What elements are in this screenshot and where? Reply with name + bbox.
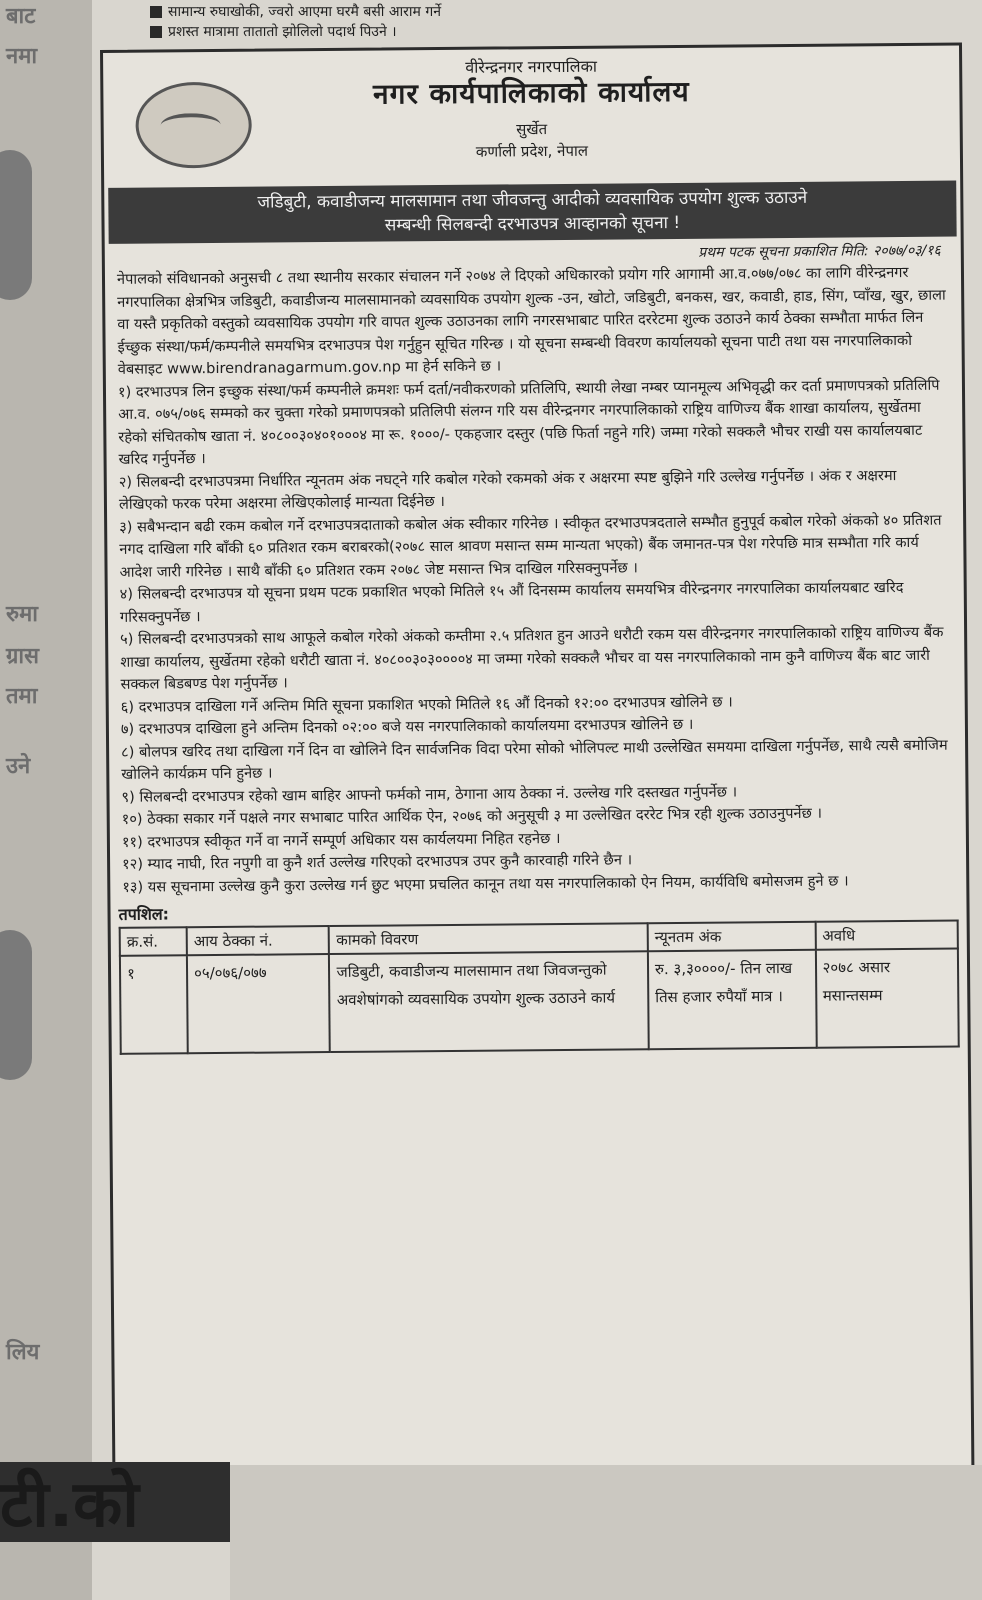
previous-notice-bullets	[150, 2, 710, 42]
adjacent-headline-fragment: टी.को	[0, 1468, 139, 1542]
clause: २) सिलबन्दी दरभाउपत्रमा निर्धारित न्यूनतम अंक नघट्ने गरि कबोल गरेको रकमको अंक र अक्षरमा स्पष्ट बुझिने गरि उल्लेख गर्नुपर्नेछ । अंक र अक्षरमा लेखिएको फरक परेमा अक्षरमा लेखिएकोलाई मान्यता दिईनेछ ।	[118, 466, 897, 513]
adjacent-newspaper-column	[0, 0, 92, 1600]
tender-notice	[100, 42, 975, 1489]
adjacent-text-fragment: बाट	[6, 4, 36, 29]
clause: ८) बोलपत्र खरिद तथा दाखिला गर्ने दिन वा खोलिने दिन सार्वजनिक विदा परेमा सोको भोलिपल्ट माथी उल्लेखित समयमा दाखिला गर्नुपर्नेछ, साथै त्यसै बमोजिम खोलिने कार्यक्रम पनि हुनेछ ।	[121, 736, 948, 783]
clause: ६) दरभाउपत्र दाखिला गर्ने अन्तिम मिति सूचना प्रकाशित भएको मितिले १६ औं दिनको १२:०० दरभाउपत्र खोलिने छ ।	[120, 693, 733, 716]
bullet-item: प्रशस्त मात्रामा तातातो झोलिलो पदार्थ पिउने ।	[150, 22, 710, 42]
adjacent-text-fragment: ग्रास	[6, 644, 39, 669]
city-name: सुर्खेत	[516, 120, 548, 139]
cell-period: २०७८ असार मसान्तसम्म	[815, 949, 958, 1048]
clause: ५) सिलबन्दी दरभाउपत्रको साथ आफूले कबोल गरेको अंकको कम्तीमा २.५ प्रतिशत हुन आउने धरौटी रकम यस वीरेन्द्रनगर नगरपालिकाको राष्ट्रिय वाणिज्य बैंक शाखा कार्यालय, सुर्खेतमा रहेको धरौटी खाता नं. ४०८००३०३००००४ मा जम्मा गरेको सक्कलै भौचर वा यस नगरपालिकाको नाम कुनै वाणिज्य बैंक बाट जारी सक्कल बिडबण्ड पेश गर्नुपर्नेछ ।	[120, 623, 944, 693]
cell-description: जडिबुटी, कवाडीजन्य मालसामान तथा जिवजन्तुको अवशेषांगको व्यवसायिक उपयोग शुल्क उठाउने कार्य	[329, 951, 648, 1052]
clause: १०) ठेक्का सकार गर्ने पक्षले नगर सभाबाट पारित आर्थिक ऐन, २०७६ को अनुसूची ३ मा उल्लेखित दररेट भित्र रही शुल्क उठाउनुपर्नेछ ।	[121, 804, 823, 828]
shadow-shape	[0, 150, 32, 300]
shadow-shape	[0, 930, 32, 1080]
adjacent-text-fragment: उने	[6, 754, 31, 779]
notice-banner	[108, 181, 956, 244]
province-name: कर्णाली प्रदेश, नेपाल	[475, 141, 589, 161]
column-header-description: कामको विवरण	[329, 923, 648, 954]
clause: ११) दरभाउपत्र स्वीकृत गर्ने वा नगर्ने सम्पूर्ण अधिकार यस कार्यलयमा निहित रहनेछ ।	[121, 829, 561, 851]
clause: ९) सिलबन्दी दरभाउपत्र रहेको खाम बाहिर आफ्नो फर्मको नाम, ठेगाना आय ठेक्का नं. उल्लेख गरि दस्तखत गर्नुपर्नेछ ।	[121, 782, 738, 806]
municipality-name: वीरेन्द्रनगर नगरपालिका	[465, 56, 598, 77]
details-title: तपशिल:	[118, 904, 170, 924]
details-section	[110, 891, 967, 1054]
notice-body	[105, 261, 966, 898]
clause: १३) यस सूचनामा उल्लेख कुनै कुरा उल्लेख गर्न छुट भएमा प्रचलित कानून तथा यस नगरपालिकाको ऐन नियम, कार्यविधि बमोसजम हुने छ ।	[122, 871, 849, 896]
column-header-contract-no: आय ठेक्का नं.	[187, 926, 330, 955]
column-header-period: अवधि	[815, 921, 958, 950]
adjacent-text-fragment: नमा	[6, 44, 38, 69]
cell-sn: १	[120, 955, 188, 1054]
clause: १) दरभाउपत्र लिन इच्छुक संस्था/फर्म कम्पनीले क्रमशः फर्म दर्ता/नवीकरणको प्रतिलिपि, स्थायी लेखा नम्बर प्यानमूल्य अभिवृद्धी कर दर्ता प्रमाणपत्रको प्रतिलिपि आ.व. ०७५/०७६ सम्मको कर चुक्ता गरेको प्रमाणपत्रको प्रतिलिपी संलग्न गरि यस वीरेन्द्रनगर नगरपालिकाको राष्ट्रिय वाणिज्य बैंक शाखा कार्यालय, सुर्खेतमा रहेको संचितकोष खाता नं. ४०८००३०४०१०००४ मा रू. १०००/- एकहजार दस्तुर (पछि फिर्ता नहुने गरि) जम्मा गरेको सक्कलै भौचर राखी यस कार्यालयबाट खरिद गर्नुपर्नेछ ।	[117, 376, 940, 468]
bullet-square-icon	[150, 6, 162, 18]
clause: १२) म्याद नाघी, रित नपुगी वा कुनै शर्त उल्लेख गरिएको दरभाउपत्र उपर कुनै कारवाही गरिने छैन ।	[122, 851, 633, 873]
bullet-square-icon	[150, 26, 162, 38]
bullet-item: सामान्य रुघाखोकी, ज्वरो आएमा घरमै बसी आराम गर्ने	[150, 2, 710, 22]
notice-header	[103, 46, 960, 188]
clause: ७) दरभाउपत्र दाखिला हुने अन्तिम दिनको ०२:०० बजे यस नगरपालिकाको कार्यालयमा दरभाउपत्र खोलिने छ ।	[120, 715, 694, 738]
adjacent-text-fragment: तमा	[6, 684, 38, 709]
column-header-min-amount: न्यूनतम अंक	[648, 922, 816, 951]
adjacent-text-fragment: लिय	[6, 1340, 40, 1365]
publish-date: प्रथम पटक सूचना प्रकाशित मिति: २०७७/०३/१६	[698, 242, 941, 261]
banner-line: जडिबुटी, कवाडीजन्य मालसामान तथा जीवजन्तु आदीको व्यवसायिक उपयोग शुल्क उठाउने	[257, 187, 808, 213]
cell-contract-no: ०५/०७६/०७७	[187, 954, 330, 1053]
clause: ४) सिलबन्दी दरभाउपत्र यो सूचना प्रथम पटक प्रकाशित भएको मितिले १५ औं दिनसम्म कार्यालय समयभित्र वीरेन्द्रनगर नगरपालिका कार्यालयबाट खरिद गरिसक्नुपर्नेछ ।	[119, 579, 904, 626]
clause: ३) सबैभन्दान बढी रकम कबोल गर्ने दरभाउपत्रदाताको कबोल अंक स्वीकार गरिनेछ । स्वीकृत दरभाउपत्रदताले सम्भौत हुनुपूर्व कबोल गरेको अंकको ४० प्रतिशत नगद दाखिला गरि बाँकी ६० प्रतिशत रकम बराबरको(२०७८ साल श्रावण मसान्त सम्म मान्यता भएको) बैंक जमानत-पत्र पेश गरेपछि मात्र सम्भौता गरि कार्य आदेश जारी गरिनेछ । साथै बाँकी ६० प्रतिशत रकम २०७८ जेष्ट मसान्त भित्र दाखिल गरिसक्नुपर्नेछ ।	[119, 511, 942, 581]
column-header-sn: क्र.सं.	[120, 927, 187, 956]
details-table	[119, 920, 960, 1055]
office-title: नगर कार्यपालिकाको कार्यालय	[372, 74, 690, 111]
adjacent-text-fragment: रुमा	[6, 602, 39, 627]
cell-min-amount: रु. ३,३००००/- तिन लाख तिस हजार रुपैयाँ मात्र ।	[648, 950, 816, 1049]
paper-margin	[230, 1465, 982, 1600]
intro-paragraph: नेपालको संविधानको अनुसची ८ तथा स्थानीय सरकार संचालन गर्ने २०७४ ले दिएको अधिकारको प्रयोग गरि आगामी आ.व.०७७/०७८ का लागि वीरेन्द्रनगर नगरपालिका क्षेत्रभित्र जडिबुटी, कवाडीजन्य मालसामानको व्यवसायिक उपयोग शुल्क -उन, खोटो, जडिबुटी, बनकस, खर, कवाडी, हाड, सिंग, प्वाँख, खुर, छाला वा यस्तै प्रकृतिको वस्तुको व्यवसायिक उपयोग गरि वापत शुल्क उठाउनका लागि नगरसभाबाट पारित दररेटमा शुल्क उठाउने कार्य ठेक्का सम्भौता मार्फत लिन ईच्छुक संस्था/फर्म/कम्पनीले समयभित्र दरभाउपत्र पेश गर्नुहुन सूचित गरिन्छ । यो सूचना सम्बन्धी विवरण कार्यालयको सूचना पाटी तथा यस नगरपालिकाको वेबसाइट www.birendranagarmum.gov.np मा हेर्न सकिने छ ।	[116, 263, 946, 378]
banner-line: सम्बन्धी सिलबन्दी दरभाउपत्र आव्हानको सूचना !	[384, 212, 681, 236]
table-row	[120, 949, 959, 1054]
